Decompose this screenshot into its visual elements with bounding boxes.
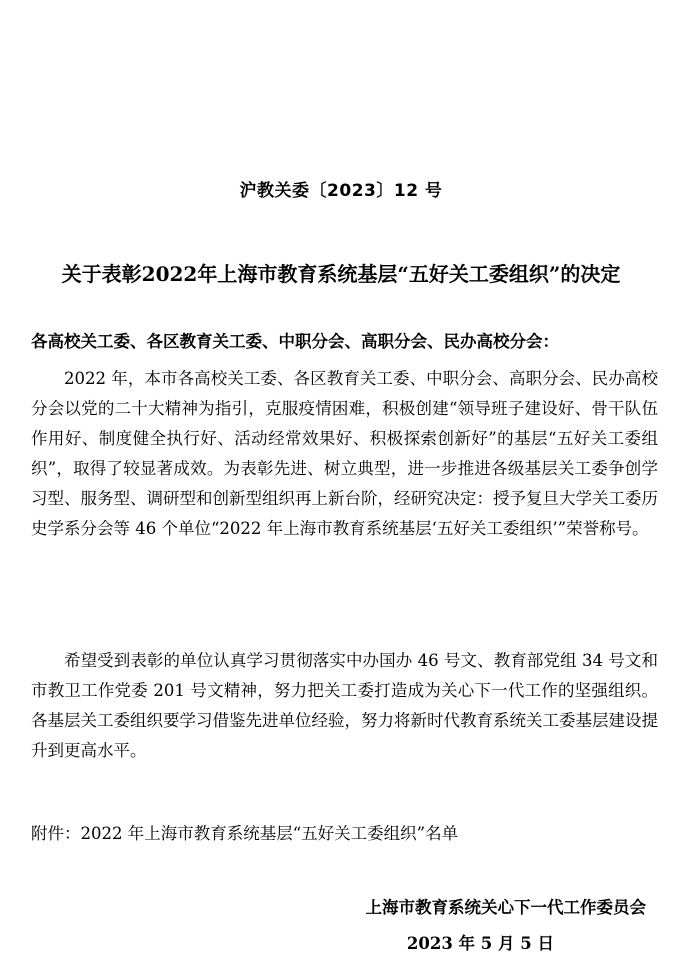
issue-date: 2023 年 5 月 5 日 — [406, 934, 554, 953]
document-title: 关于表彰2022年上海市教育系统基层“五好关工委组织”的决定 — [61, 262, 621, 286]
salutation: 各高校关工委、各区教育关工委、中职分会、高职分会、民办高校分会： — [31, 332, 559, 351]
document-number: 沪教关委〔2023〕12 号 — [239, 181, 443, 201]
issuing-organization: 上海市教育系统关心下一代工作委员会 — [365, 898, 646, 917]
body-paragraph: 希望受到表彰的单位认真学习贯彻落实中办国办 46 号文、教育部党组 34 号文和市教卫工作党委 201 号文精神，努力把关工委打造成为关心下一代工作的坚强组织。各基层关工委组织要学习借鉴先进单位经验，努力将新时代教育系统关工委基层建设提升到更高水平。 — [31, 651, 658, 760]
attachment-note: 附件：2022 年上海市教育系统基层“五好关工委组织”名单 — [31, 824, 459, 843]
body-paragraph: 2022 年，本市各高校关工委、各区教育关工委、中职分会、高职分会、民办高校分会以党的二十大精神为指引，克服疫情困难，积极创建“领导班子建设好、骨干队伍作用好、制度健全执行好、活动经常效果好、积极探索创新好”的基层“五好关工委组织”，取得了较显著成效。为表彰先进、树立典型，进一步推进各级基层关工委争创学习型、服务型、调研型和创新型组织再上新台阶，经研究决定：授予复旦大学关工委历史学系分会等 46 个单位“2022 年上海市教育系统基层‘五好关工委组织’”荣誉称号。 — [31, 369, 658, 538]
